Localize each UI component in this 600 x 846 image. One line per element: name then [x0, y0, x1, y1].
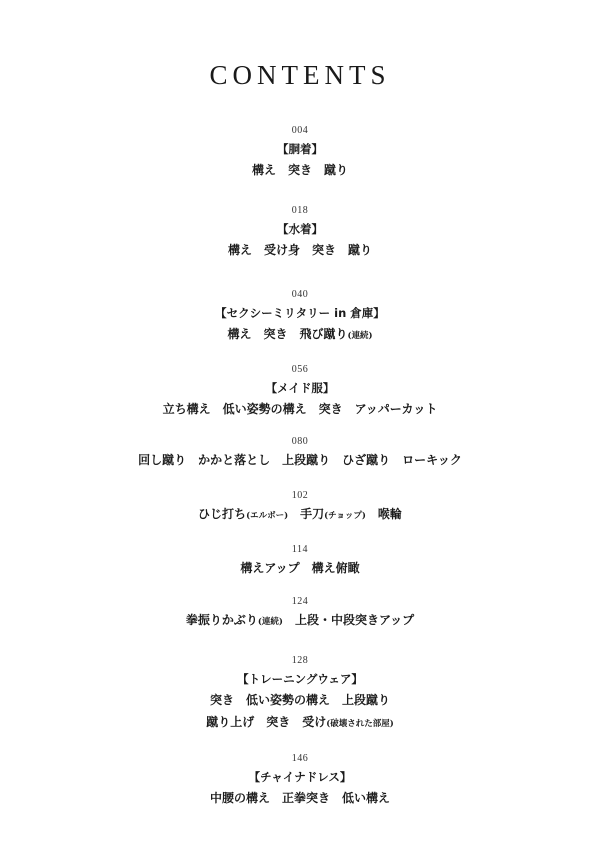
pose-item — [240, 561, 299, 575]
pose-note: (連続) — [257, 617, 283, 627]
pose-item — [312, 243, 336, 257]
pose-line — [0, 162, 600, 179]
pose-line — [0, 326, 600, 345]
pose-label: ひざ蹴り — [342, 453, 391, 467]
pose-item — [342, 453, 390, 467]
page-number: 102 — [291, 490, 309, 501]
pose-label: 喉輪 — [377, 507, 402, 521]
pose-item — [264, 243, 300, 257]
pose-item — [300, 507, 366, 521]
page-number: 080 — [291, 436, 309, 447]
pose-item — [342, 791, 390, 805]
toc-entry — [0, 753, 600, 812]
page-title: CONTENTS — [209, 60, 391, 90]
pose-item — [138, 453, 186, 467]
toc-entry — [0, 544, 600, 582]
pose-item — [223, 402, 307, 416]
pose-item — [163, 402, 211, 416]
pose-label: 回し蹴り — [138, 453, 187, 467]
pose-label: アッパーカット — [354, 402, 438, 416]
pose-label: 中腰の構え — [209, 791, 270, 805]
pose-label: 構え — [227, 327, 252, 341]
pose-item — [282, 453, 330, 467]
pose-label: 低い姿勢の構え — [245, 693, 330, 707]
pose-label: 構え俯瞰 — [311, 561, 360, 575]
toc-entry — [0, 205, 600, 264]
pose-item — [228, 243, 252, 257]
pose-item — [227, 327, 251, 341]
pose-label: 上段蹴り — [342, 693, 391, 707]
page-number: 124 — [291, 596, 309, 607]
pose-line — [0, 714, 600, 733]
pose-line — [0, 452, 600, 469]
pose-label: 突き — [266, 715, 291, 729]
page-number: 018 — [291, 205, 309, 216]
pose-label: 突き — [263, 327, 288, 341]
pose-item — [299, 327, 372, 341]
pose-label: 突き — [287, 163, 312, 177]
pose-label: 構え — [227, 243, 252, 257]
pose-line — [0, 506, 600, 525]
pose-label: 上段・中段突きアップ — [294, 613, 415, 627]
pose-item — [324, 163, 348, 177]
pose-label: 低い姿勢の構え — [222, 402, 307, 416]
pose-item — [186, 613, 283, 627]
pose-label: 低い構え — [342, 791, 391, 805]
page-number: 146 — [291, 753, 309, 764]
toc-entry — [0, 436, 600, 474]
pose-label: 立ち構え — [162, 402, 211, 416]
pose-item — [210, 693, 234, 707]
pose-label: 拳振りかぶり — [185, 613, 258, 627]
pose-label: 蹴り — [348, 243, 373, 257]
page-number: 004 — [291, 125, 309, 136]
pose-item — [210, 791, 270, 805]
page-number: 114 — [291, 544, 309, 555]
section-heading: 【メイド服】 — [265, 381, 335, 395]
pose-item — [266, 715, 290, 729]
pose-item — [378, 507, 402, 521]
pose-label: 構え — [251, 163, 276, 177]
pose-label: 突き — [312, 243, 337, 257]
pose-label: ひじ打ち — [198, 507, 247, 521]
pose-item — [246, 693, 330, 707]
section-heading: 【水着】 — [277, 222, 323, 236]
pose-item — [252, 163, 276, 177]
page-number: 056 — [291, 364, 309, 375]
pose-note: (破壊された部屋) — [326, 719, 394, 729]
pose-label: かかと落とし — [198, 453, 271, 467]
pose-note: (連続) — [347, 331, 373, 341]
toc-entry — [0, 125, 600, 184]
pose-line — [0, 692, 600, 709]
pose-item — [312, 561, 360, 575]
pose-label: 手刀 — [300, 507, 325, 521]
pose-label: 蹴り上げ — [206, 715, 255, 729]
pose-label: 飛び蹴り — [299, 327, 348, 341]
toc-entry — [0, 490, 600, 530]
toc-entry — [0, 364, 600, 423]
pose-label: 受け身 — [263, 243, 300, 257]
section-heading: 【セクシーミリタリー in 倉庫】 — [215, 306, 385, 320]
page-number: 128 — [291, 655, 309, 666]
pose-item — [319, 402, 343, 416]
pose-line — [0, 401, 600, 418]
pose-item — [206, 715, 254, 729]
pose-line — [0, 560, 600, 577]
toc-entry — [0, 289, 600, 350]
pose-label: 正拳突き — [281, 791, 330, 805]
pose-item — [302, 715, 394, 729]
pose-item — [355, 402, 438, 416]
pose-item — [342, 693, 390, 707]
toc-entry — [0, 655, 600, 738]
section-heading: 【トレーニングウェア】 — [237, 672, 363, 686]
pose-note: (エルボー) — [246, 511, 289, 521]
page-number: 040 — [291, 289, 309, 300]
pose-line — [0, 612, 600, 631]
toc-entry — [0, 596, 600, 636]
pose-label: 上段蹴り — [282, 453, 331, 467]
pose-item — [263, 327, 287, 341]
pose-label: 受け — [302, 715, 327, 729]
pose-item — [402, 453, 462, 467]
pose-line — [0, 790, 600, 807]
pose-line — [0, 242, 600, 259]
pose-item — [198, 507, 288, 521]
pose-label: ローキック — [402, 453, 462, 467]
pose-label: 突き — [318, 402, 343, 416]
pose-label: 蹴り — [324, 163, 349, 177]
pose-item — [288, 163, 312, 177]
pose-note: (チョップ) — [324, 511, 366, 521]
pose-label: 構えアップ — [240, 561, 300, 575]
section-heading: 【チャイナドレス】 — [248, 770, 352, 784]
pose-item — [295, 613, 414, 627]
pose-label: 突き — [209, 693, 234, 707]
pose-item — [282, 791, 330, 805]
pose-item — [198, 453, 270, 467]
pose-item — [348, 243, 372, 257]
section-heading: 【胴着】 — [277, 142, 323, 156]
